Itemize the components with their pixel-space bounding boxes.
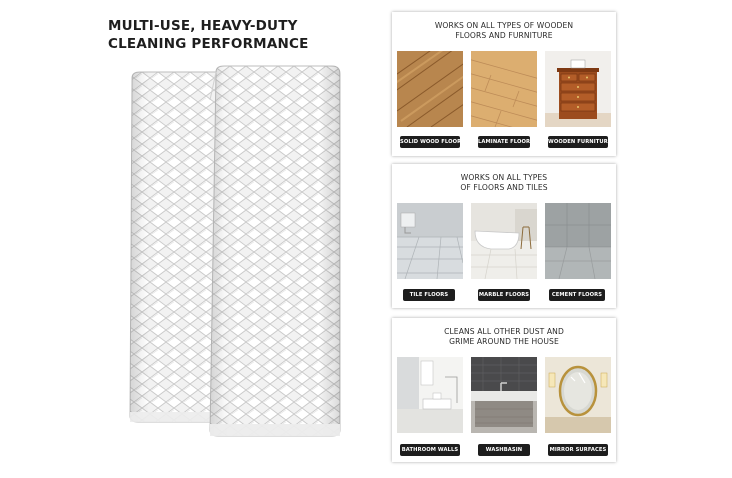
tag-marble-floors: MARBLE FLOORS [478, 289, 530, 301]
mirror-surfaces-photo [545, 357, 611, 433]
card-title: WORKS ON ALL TYPES OF FLOORS AND TILES [460, 173, 548, 192]
tag-laminate-floors: LAMINATE FLOORS [478, 136, 530, 148]
card-floors-tiles [392, 164, 616, 308]
bathroom-walls-photo [397, 357, 463, 433]
tile-floor-photo [397, 203, 463, 279]
solid-wood-floor-photo [397, 51, 463, 127]
card-other-dust-grime [392, 318, 616, 462]
tag-cement-floors: CEMENT FLOORS [549, 289, 605, 301]
tag-wooden-furniture: WOODEN FURNITURE [548, 136, 608, 148]
marble-floor-photo [471, 203, 537, 279]
tag-washbasin: WASHBASIN [478, 444, 530, 456]
front-pad [210, 66, 340, 436]
tag-tile-floors: TILE FLOORS [403, 289, 455, 301]
headline [108, 17, 348, 53]
washbasin-photo [471, 357, 537, 433]
card-wooden-surfaces [392, 12, 616, 156]
cement-floor-photo [545, 203, 611, 279]
headline-line-2: CLEANING PERFORMANCE [108, 36, 309, 52]
tag-solid-wood-floors: SOLID WOOD FLOORS [400, 136, 460, 148]
tag-bathroom-walls: BATHROOM WALLS [400, 444, 460, 456]
cleaning-pads-image [118, 60, 344, 440]
laminate-floor-photo [471, 51, 537, 127]
tag-mirror-surfaces: MIRROR SURFACES [548, 444, 608, 456]
wooden-furniture-photo [545, 51, 611, 127]
headline-line-1: MULTI-USE, HEAVY-DUTY [108, 18, 298, 34]
card-title: WORKS ON ALL TYPES OF WOODEN FLOORS AND FURNITURE [434, 21, 574, 40]
card-title: CLEANS ALL OTHER DUST AND GRIME AROUND THE HOUSE [444, 327, 564, 346]
